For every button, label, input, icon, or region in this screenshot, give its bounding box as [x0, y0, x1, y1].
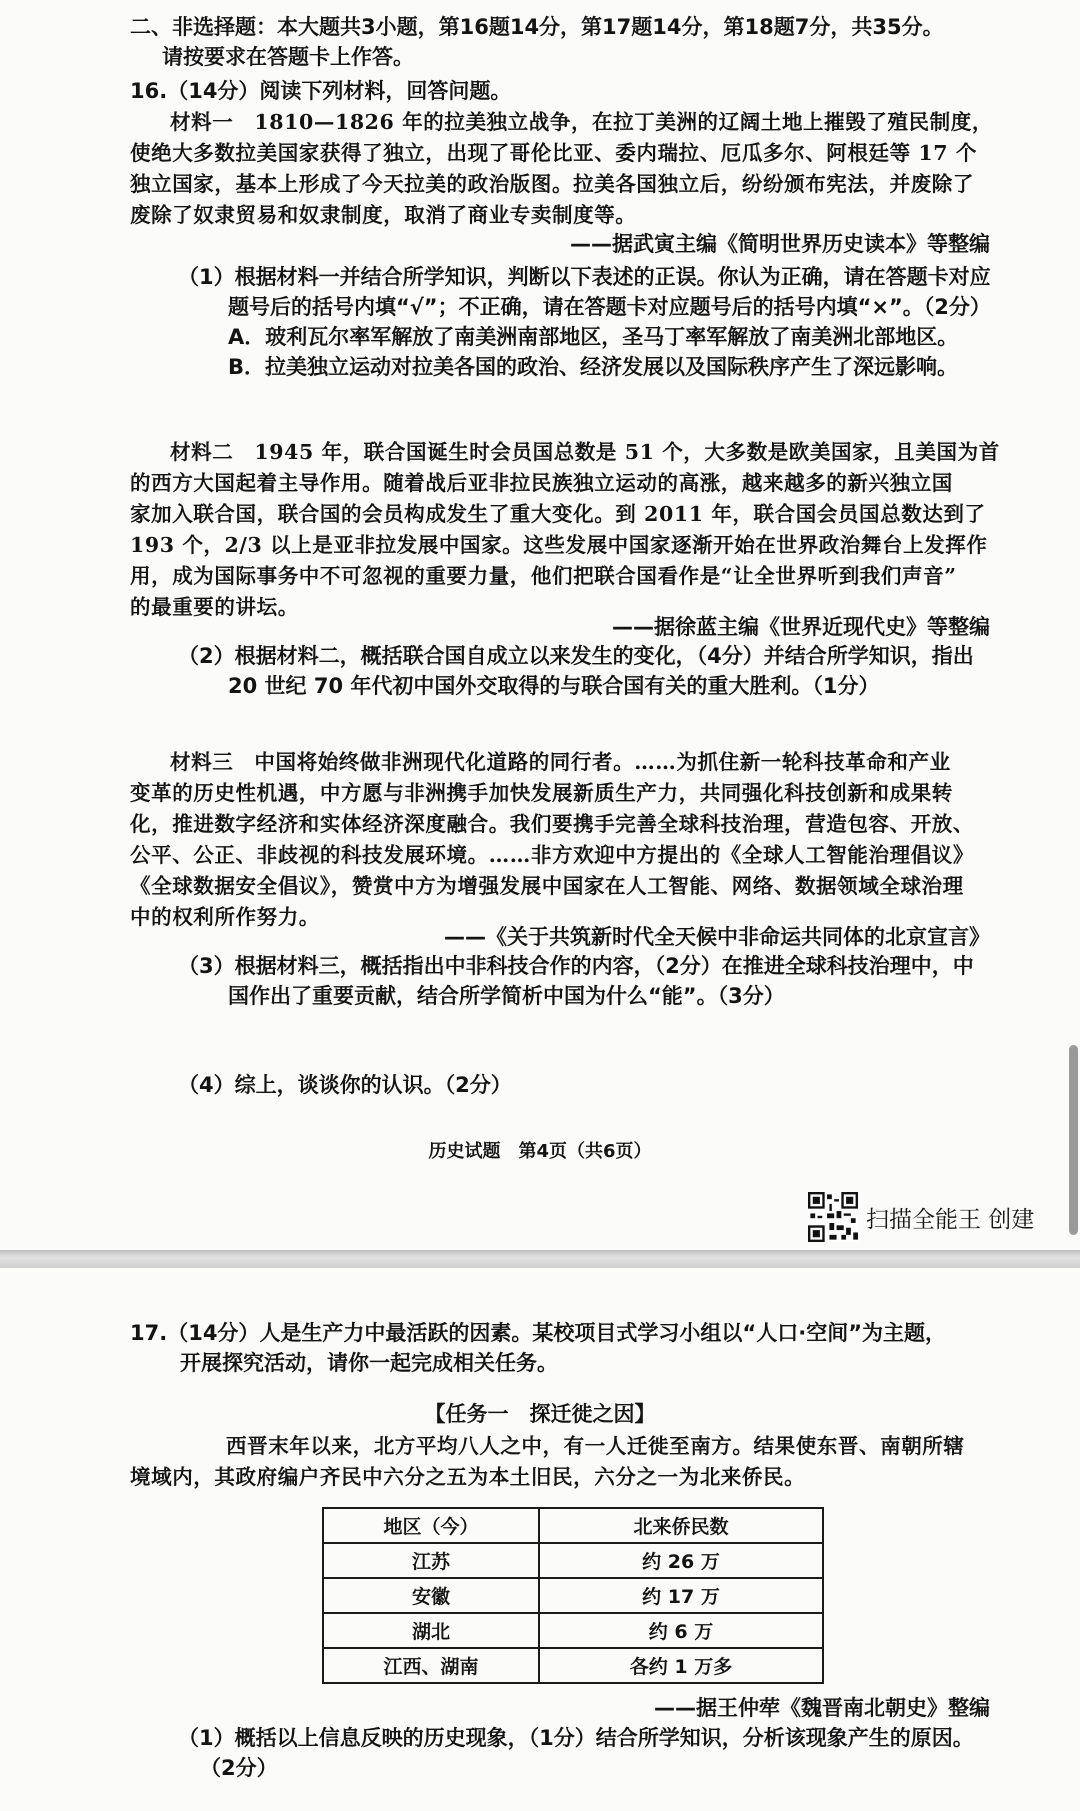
- q16-sub4: （4）综上，谈谈你的认识。（2分）: [178, 1073, 512, 1097]
- question-line: 题号后的括号内填“√”；不正确，请在答题卡对应题号后的括号内填“×”。（2分）: [228, 295, 991, 319]
- page-footer: 历史试题 第4页（共6页）: [428, 1141, 652, 1162]
- table-header-cell: 北来侨民数: [539, 1508, 823, 1543]
- option-b: B．拉美独立运动对拉美各国的政治、经济发展以及国际秩序产生了深远影响。: [228, 355, 959, 379]
- q16-material-3: [130, 747, 974, 933]
- table-cell-count: 各约 1 万多: [539, 1648, 823, 1683]
- material-line: 独立国家，基本上形成了今天拉美的政治版图。拉美各国独立后，纷纷颁布宪法，并废除了: [130, 172, 974, 196]
- source-citation-3: ——《关于共筑新时代全天候中非命运共同体的北京宣言》: [444, 925, 990, 949]
- question-line: 国作出了重要贡献，结合所学简析中国为什么“能”。（3分）: [228, 984, 785, 1008]
- source-citation-1: ——据武寅主编《简明世界历史读本》等整编: [570, 232, 990, 256]
- material-line: 废除了奴隶贸易和奴隶制度，取消了商业专卖制度等。: [130, 203, 637, 227]
- q16-material-1: [130, 107, 993, 231]
- table-cell-count: 约 6 万: [539, 1613, 823, 1648]
- q16-sub1: [178, 262, 991, 382]
- material-line: 《全球数据安全倡议》，赞赏中方为增强发展中国家在人工智能、网络、数据领域全球治理: [130, 874, 964, 898]
- material-line: 西晋末年以来，北方平均八人之中，有一人迁徙至南方。结果使东晋、南朝所辖: [226, 1434, 965, 1458]
- material-line: 境域内，其政府编户齐民中六分之五为本土旧民，六分之一为北来侨民。: [130, 1465, 806, 1489]
- material-line: 193 个，2/3 以上是亚非拉发展中国家。这些发展中国家逐渐开始在世界政治舞台上发挥作: [130, 533, 988, 557]
- table-cell-region: 江苏: [323, 1543, 539, 1578]
- page-separator: [0, 1250, 1080, 1268]
- material-line: 用，成为国际事务中不可忽视的重要力量，他们把联合国看作是“让全世界听到我们声音”: [130, 564, 957, 588]
- table-row: [323, 1648, 823, 1683]
- question-line: 17.（14分）人是生产力中最活跃的因素。某校项目式学习小组以“人口·空间”为主题，: [130, 1321, 947, 1345]
- q16-sub2: [178, 641, 974, 701]
- material-line: 中的权利所作努力。: [130, 905, 320, 929]
- question-line: （3）根据材料三，概括指出中非科技合作的内容，（2分）在推进全球科技治理中，中: [178, 954, 974, 978]
- section-header-line: 二、非选择题：本大题共3小题，第16题14分，第17题14分，第18题7分，共35分。: [130, 15, 944, 39]
- material-line: 材料三 中国将始终做非洲现代化道路的同行者。……为抓住新一轮科技革命和产业: [170, 750, 951, 774]
- migration-table: [322, 1507, 824, 1684]
- source-citation-q17: ——据王仲荦《魏晋南北朝史》整编: [654, 1696, 990, 1720]
- material-line: 家加入联合国，联合国的会员构成发生了重大变化。到 2011 年，联合国会员国总数达到了: [130, 502, 986, 526]
- section-header: [130, 12, 944, 72]
- q16-sub3: [178, 951, 974, 1011]
- table-cell-count: 约 17 万: [539, 1578, 823, 1613]
- source-citation-2: ——据徐蓝主编《世界近现代史》等整编: [612, 615, 990, 639]
- material-line: 使绝大多数拉美国家获得了独立，出现了哥伦比亚、委内瑞拉、厄瓜多尔、阿根廷等 17 个: [130, 141, 977, 165]
- table-cell-count: 约 26 万: [539, 1543, 823, 1578]
- q17-sub1: [178, 1723, 974, 1783]
- task1-text: [130, 1431, 965, 1493]
- table-header-cell: 地区（今）: [323, 1508, 539, 1543]
- scanner-label: 扫描全能王 创建: [866, 1206, 1035, 1233]
- table-cell-region: 湖北: [323, 1613, 539, 1648]
- q17-title: [130, 1318, 946, 1378]
- question-line: 开展探究活动，请你一起完成相关任务。: [180, 1351, 558, 1375]
- q16-title: 16.（14分）阅读下列材料，回答问题。: [130, 79, 512, 103]
- table-row: [323, 1578, 823, 1613]
- table-row: [323, 1613, 823, 1648]
- table-cell-region: 安徽: [323, 1578, 539, 1613]
- material-line: 的最重要的讲坛。: [130, 595, 299, 619]
- scanner-watermark: [808, 1190, 1034, 1244]
- q16-material-2: [130, 437, 1000, 623]
- material-line: 材料二 1945 年，联合国诞生时会员国总数是 51 个，大多数是欧美国家，且美国为首: [170, 440, 1000, 464]
- table-row: [323, 1543, 823, 1578]
- question-line: （2分）: [200, 1756, 278, 1780]
- option-a: A．玻利瓦尔率军解放了南美洲南部地区，圣马丁率军解放了南美洲北部地区。: [228, 325, 959, 349]
- question-line: （1）概括以上信息反映的历史现象，（1分）结合所学知识，分析该现象产生的原因。: [178, 1726, 974, 1750]
- table-header-row: [323, 1508, 823, 1543]
- question-line: 20 世纪 70 年代初中国外交取得的与联合国有关的重大胜利。（1分）: [228, 674, 880, 698]
- question-line: （1）根据材料一并结合所学知识，判断以下表述的正误。你认为正确，请在答题卡对应: [178, 265, 991, 289]
- section-header-line: 请按要求在答题卡上作答。: [162, 45, 414, 69]
- material-line: 化，推进数字经济和实体经济深度融合。我们要携手完善全球科技治理，营造包容、开放、: [130, 812, 974, 836]
- material-line: 材料一 1810—1826 年的拉美独立战争，在拉丁美洲的辽阔土地上摧毁了殖民制度，: [170, 110, 993, 134]
- material-line: 公平、公正、非歧视的科技发展环境。……非方欢迎中方提出的《全球人工智能治理倡议》: [130, 843, 974, 867]
- material-line: 变革的历史性机遇，中方愿与非洲携手加快发展新质生产力，共同强化科技创新和成果转: [130, 781, 953, 805]
- task1-title: 【任务一 探迁徙之因】: [424, 1402, 656, 1426]
- table-cell-region: 江西、湖南: [323, 1648, 539, 1683]
- qr-code-icon: [808, 1192, 858, 1242]
- material-line: 的西方大国起着主导作用。随着战后亚非拉民族独立运动的高涨，越来越多的新兴独立国: [130, 471, 953, 495]
- question-line: （2）根据材料二，概括联合国自成立以来发生的变化，（4分）并结合所学知识，指出: [178, 644, 974, 668]
